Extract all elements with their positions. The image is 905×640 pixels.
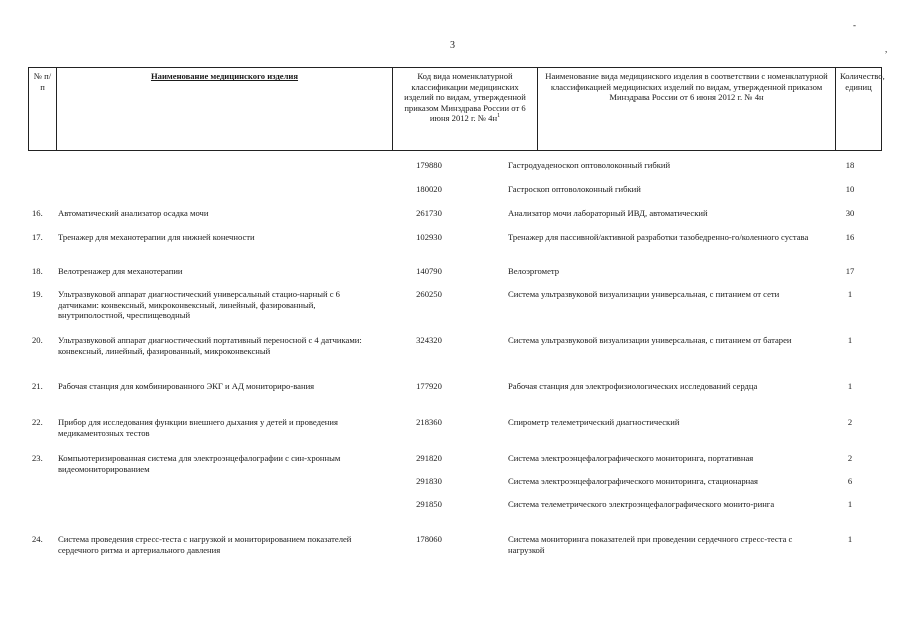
row-device-type: Велоэргометр bbox=[508, 266, 560, 276]
row-device-type: Тренажер для пассивной/активной разработки тазобедренно-го/коленного сустава bbox=[508, 232, 809, 242]
header-device-type: Наименование вида медицинского изделия в соответствии с номенклатурной классификацией медицинских изделий по видам, утвержденной приказом Минздрава России от 6 июня 2012 г. № 4н bbox=[538, 68, 836, 151]
row-number: 21. bbox=[32, 381, 43, 391]
row-device-type: Спирометр телеметрический диагностический bbox=[508, 417, 680, 427]
row-code: 140790 bbox=[416, 266, 442, 276]
row-code: 177920 bbox=[416, 381, 442, 391]
row-quantity: 16 bbox=[845, 232, 855, 242]
row-device-name: Ультразвуковой аппарат диагностический универсальный стацио-нарный с 6 датчиками: конвексный, микроконвексный, линейный, фазированный, внутриполостной, чреспищеводный bbox=[58, 289, 340, 320]
row-number: 19. bbox=[32, 289, 43, 299]
row-quantity: 1 bbox=[847, 534, 853, 544]
row-code: 260250 bbox=[416, 289, 442, 299]
row-number: 22. bbox=[32, 417, 43, 427]
row-device-name: Ультразвуковой аппарат диагностический портативный переносной с 4 датчиками: конвексный, линейный, фазированный, микроконвексный bbox=[58, 335, 362, 356]
row-code: 291820 bbox=[416, 453, 442, 463]
row-device-name: Прибор для исследования функции внешнего дыхания у детей и проведения медикаментозных тестов bbox=[58, 417, 338, 438]
row-device-type: Система электроэнцефалографического мониторинга, портативная bbox=[508, 453, 754, 463]
row-code: 324320 bbox=[416, 335, 442, 345]
row-quantity: 2 bbox=[847, 453, 853, 463]
row-quantity: 1 bbox=[847, 289, 853, 299]
row-device-type: Система телеметрического электроэнцефалографического монито-ринга bbox=[508, 499, 775, 509]
row-quantity: 18 bbox=[845, 160, 855, 170]
row-quantity: 2 bbox=[847, 417, 853, 427]
header-quantity: Количество, единиц bbox=[836, 68, 882, 151]
header-number: № п/п bbox=[29, 68, 57, 151]
row-device-type: Гастроскоп оптоволоконный гибкий bbox=[508, 184, 641, 194]
row-code: 102930 bbox=[416, 232, 442, 242]
row-device-type: Система ультразвуковой визуализации универсальная, с питанием от батареи bbox=[508, 335, 792, 345]
row-number: 24. bbox=[32, 534, 43, 544]
row-number: 16. bbox=[32, 208, 43, 218]
page-number: 3 bbox=[450, 40, 455, 51]
row-device-name: Автоматический анализатор осадка мочи bbox=[58, 208, 209, 218]
row-code: 180020 bbox=[416, 184, 442, 194]
row-number: 20. bbox=[32, 335, 43, 345]
row-quantity: 1 bbox=[847, 335, 853, 345]
row-device-name: Система проведения стресс-теста с нагрузкой и мониторированием показателей сердечного ритма и артериального давления bbox=[58, 534, 352, 555]
row-device-type: Анализатор мочи лабораторный ИВД, автоматический bbox=[508, 208, 708, 218]
row-quantity: 1 bbox=[847, 499, 853, 509]
row-number: 23. bbox=[32, 453, 43, 463]
row-code: 218360 bbox=[416, 417, 442, 427]
header-code-footnote: 1 bbox=[497, 113, 501, 120]
row-quantity: 17 bbox=[845, 266, 855, 276]
row-device-type: Система электроэнцефалографического мониторинга, стационарная bbox=[508, 476, 758, 486]
header-device-name: Наименование медицинского изделия bbox=[57, 68, 393, 151]
row-quantity: 1 bbox=[847, 381, 853, 391]
row-device-type: Гастродуаденоскоп оптоволоконный гибкий bbox=[508, 160, 671, 170]
row-code: 291850 bbox=[416, 499, 442, 509]
row-quantity: 10 bbox=[845, 184, 855, 194]
margin-mark: , bbox=[885, 44, 888, 54]
margin-mark: - bbox=[853, 20, 856, 30]
row-quantity: 30 bbox=[845, 208, 855, 218]
row-number: 18. bbox=[32, 266, 43, 276]
row-device-name: Рабочая станция для комбинированного ЭКГ и АД мониториро-вания bbox=[58, 381, 315, 391]
row-code: 179880 bbox=[416, 160, 442, 170]
row-quantity: 6 bbox=[847, 476, 853, 486]
header-code-text: Код вида номенклатурной классификации медицинских изделий по видам, утвержденной приказом Минздрава России от 6 июня 2012 г. № 4н bbox=[404, 71, 526, 123]
row-device-type: Система ультразвуковой визуализации универсальная, с питанием от сети bbox=[508, 289, 780, 299]
row-device-name: Велотренажер для механотерапии bbox=[58, 266, 183, 276]
row-code: 178060 bbox=[416, 534, 442, 544]
row-code: 291830 bbox=[416, 476, 442, 486]
row-number: 17. bbox=[32, 232, 43, 242]
row-device-type: Рабочая станция для электрофизиологических исследований сердца bbox=[508, 381, 758, 391]
row-device-name: Компьютеризированная система для электроэнцефалографии с син-хронным видеомониторированием bbox=[58, 453, 341, 474]
row-device-type: Система мониторинга показателей при проведении сердечного стресс-теста с нагрузкой bbox=[508, 534, 793, 555]
row-device-name: Тренажер для механотерапии для нижней конечности bbox=[58, 232, 255, 242]
row-code: 261730 bbox=[416, 208, 442, 218]
